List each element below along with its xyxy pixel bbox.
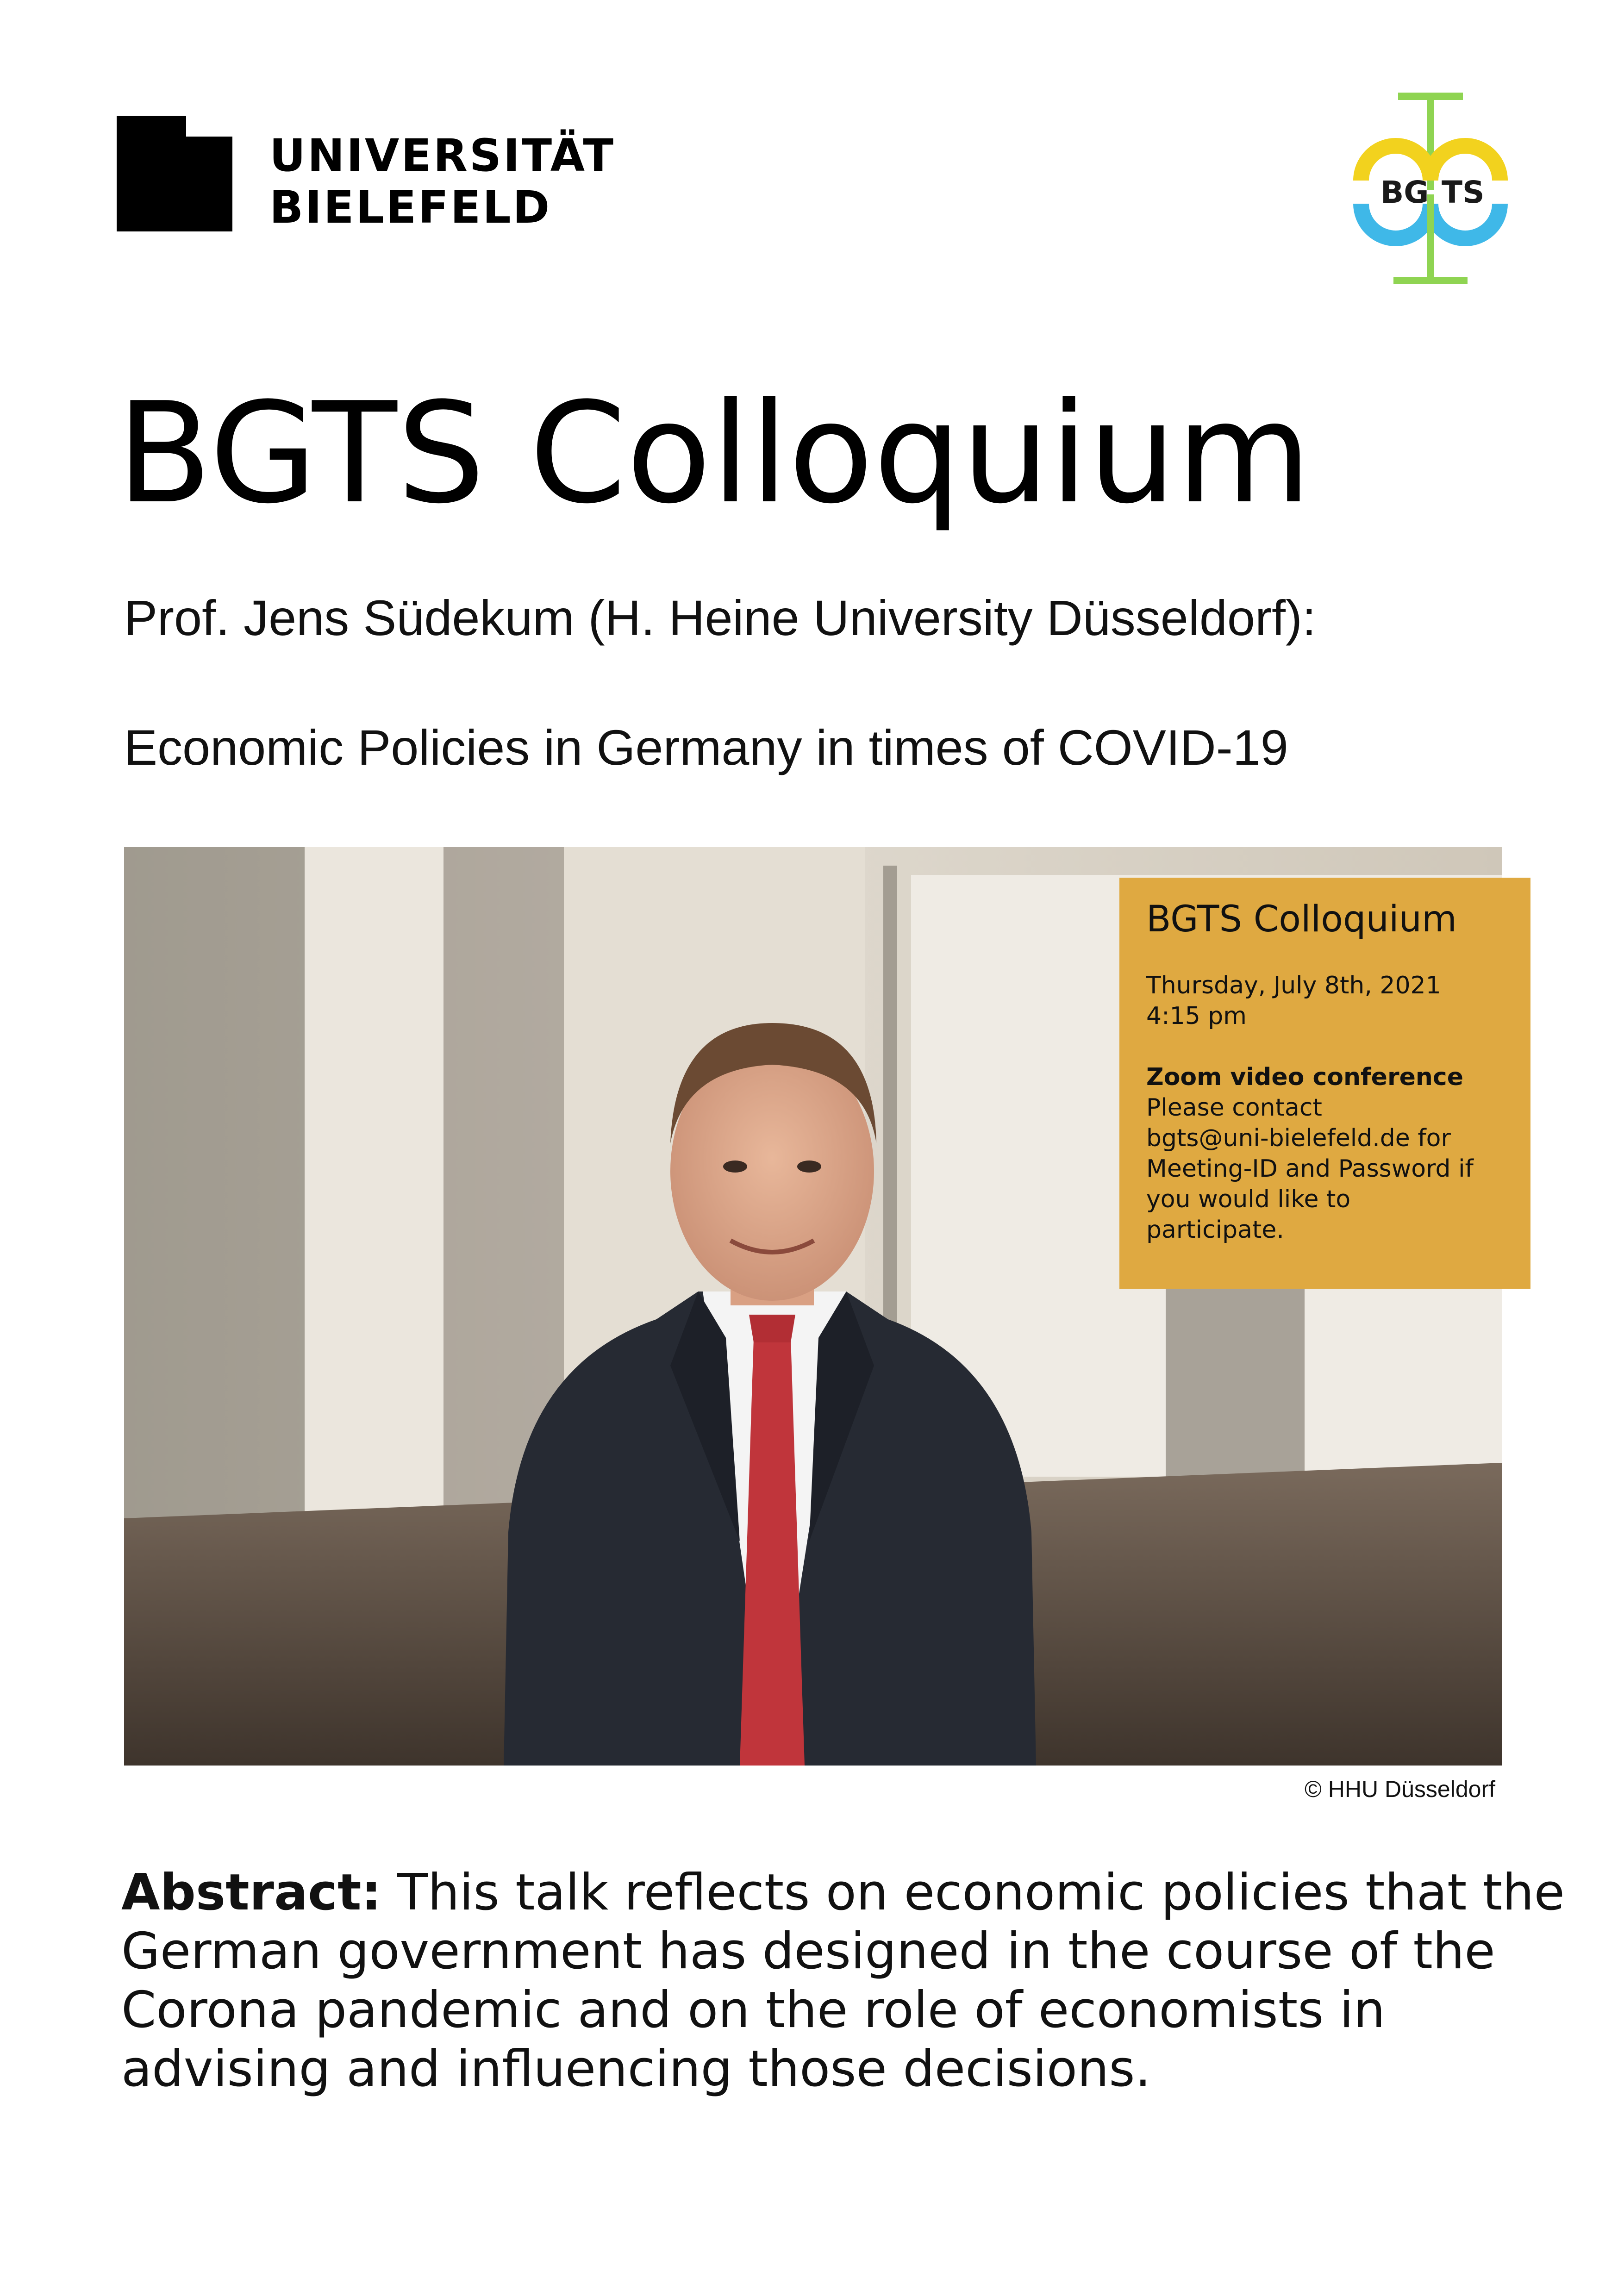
info-box-title: BGTS Colloquium [1146,898,1457,940]
talk-title: Economic Policies in Germany in times of COVID-19 [124,719,1288,775]
contact-line: Please contact [1146,1094,1322,1122]
abstract-line: Corona pandemic and on the role of economists in [121,1981,1386,2039]
bgts-logo [1343,88,1518,292]
university-name [269,130,615,233]
university-name-line1: UNIVERSITÄT [269,130,616,181]
photo-credit: © HHU Düsseldorf [1305,1776,1495,1802]
university-logo-mark [117,116,232,231]
university-logo [117,116,617,231]
abstract-line: German government has designed in the course of the [121,1922,1495,1980]
contact-line: you would like to [1146,1185,1351,1213]
abstract-line [121,1863,1565,1922]
abstract-label: Abstract: [121,1864,381,1922]
university-name-line2: BIELEFELD [269,181,552,233]
event-venue: Zoom video conference [1146,1063,1463,1091]
contact-email-line: bgts@uni-bielefeld.de for [1146,1124,1451,1152]
event-time: 4:15 pm [1146,1002,1247,1030]
abstract [121,1863,1565,2098]
event-info-box [1119,878,1530,1289]
contact-line: participate. [1146,1216,1284,1244]
abstract-line: advising and influencing those decisions. [121,2040,1151,2098]
abstract-text: This talk reflects on economic policies that the [381,1864,1565,1922]
bgts-logo-right-text: TS [1442,175,1485,210]
page-title: BGTS Colloquium [117,373,1312,534]
contact-line: Meeting-ID and Password if [1146,1155,1474,1183]
speaker-name: Prof. Jens Südekum (H. Heine University Düsseldorf): [124,590,1316,646]
bgts-logo-left-text: BG [1380,175,1429,210]
event-date: Thursday, July 8th, 2021 [1146,972,1441,999]
